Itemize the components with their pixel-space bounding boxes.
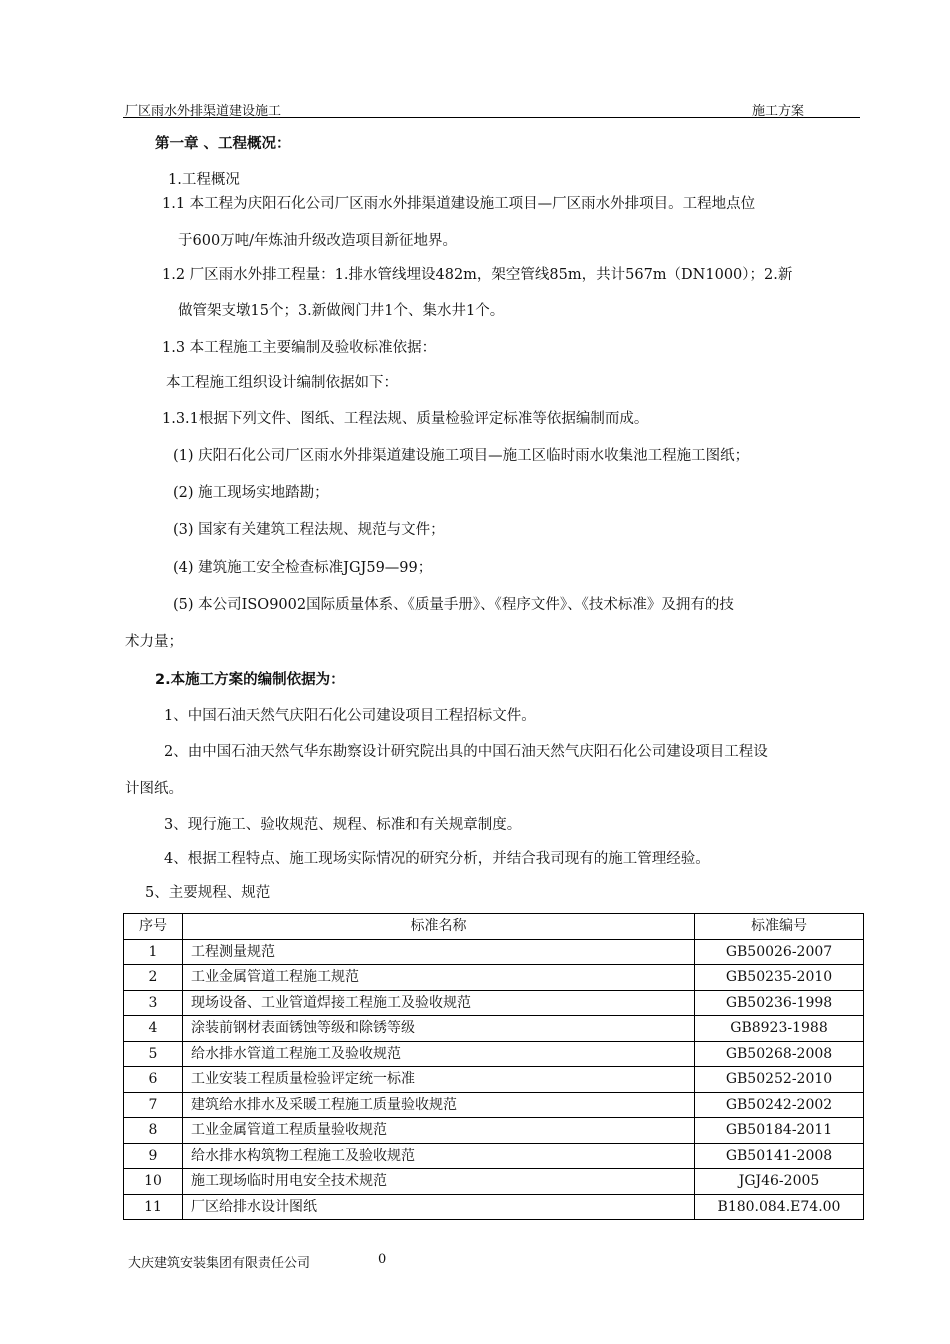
row-number: 4 bbox=[124, 1016, 183, 1042]
page-header-left: 厂区雨水外排渠道建设施工 bbox=[125, 104, 282, 119]
row-number: 1 bbox=[124, 939, 183, 965]
table-row bbox=[124, 990, 864, 1016]
list-item: (1) 庆阳石化公司厂区雨水外排渠道建设施工项目—施工区临时雨水收集池工程施工图纸； bbox=[173, 448, 750, 464]
standard-code: GB50026-2007 bbox=[695, 939, 864, 965]
standard-name: 给水排水管道工程施工及验收规范 bbox=[183, 1041, 695, 1067]
paragraph: 1.2 厂区雨水外排工程量：1.排水管线埋设482m，架空管线85m，共计567m（DN1000）；2.新 bbox=[162, 267, 793, 283]
standard-code: GB50252-2010 bbox=[695, 1067, 864, 1093]
row-number: 11 bbox=[124, 1194, 183, 1220]
row-number: 5 bbox=[124, 1041, 183, 1067]
row-number: 9 bbox=[124, 1143, 183, 1169]
standard-name: 工业金属管道工程施工规范 bbox=[183, 965, 695, 991]
paragraph: 1.工程概况 bbox=[168, 172, 240, 188]
paragraph: 1.3 本工程施工主要编制及验收标准依据： bbox=[162, 340, 437, 356]
list-item: 2、由中国石油天然气华东勘察设计研究院出具的中国石油天然气庆阳石化公司建设项目工程设 bbox=[164, 744, 768, 760]
page-header-right: 施工方案 bbox=[752, 104, 805, 119]
paragraph: 于600万吨/年炼油升级改造项目新征地界。 bbox=[178, 233, 458, 249]
paragraph: 1.3.1根据下列文件、图纸、工程法规、质量检验评定标准等依据编制而成。 bbox=[162, 411, 649, 427]
chapter-title: 第一章 、工程概况： bbox=[155, 136, 291, 152]
standard-code: B180.084.E74.00 bbox=[695, 1194, 864, 1220]
standard-code: JGJ46-2005 bbox=[695, 1169, 864, 1195]
table-row bbox=[124, 939, 864, 965]
standard-name: 涂装前钢材表面锈蚀等级和除锈等级 bbox=[183, 1016, 695, 1042]
table-row bbox=[124, 1143, 864, 1169]
row-number: 6 bbox=[124, 1067, 183, 1093]
row-number: 2 bbox=[124, 965, 183, 991]
row-number: 10 bbox=[124, 1169, 183, 1195]
table-row bbox=[124, 1016, 864, 1042]
column-header: 序号 bbox=[124, 914, 183, 940]
table-row bbox=[124, 1067, 864, 1093]
standard-code: GB50268-2008 bbox=[695, 1041, 864, 1067]
header-divider bbox=[123, 117, 860, 118]
standards-table bbox=[123, 913, 864, 1220]
standard-name: 施工现场临时用电安全技术规范 bbox=[183, 1169, 695, 1195]
list-item: (3) 国家有关建筑工程法规、规范与文件； bbox=[173, 522, 445, 538]
row-number: 3 bbox=[124, 990, 183, 1016]
standard-code: GB50242-2002 bbox=[695, 1092, 864, 1118]
standard-code: GB50141-2008 bbox=[695, 1143, 864, 1169]
standard-name: 工业金属管道工程质量验收规范 bbox=[183, 1118, 695, 1144]
standard-name: 给水排水构筑物工程施工及验收规范 bbox=[183, 1143, 695, 1169]
table-row bbox=[124, 1169, 864, 1195]
standard-name: 工业安装工程质量检验评定统一标准 bbox=[183, 1067, 695, 1093]
table-row bbox=[124, 1118, 864, 1144]
paragraph: 做管架支墩15个；3.新做阀门井1个、集水井1个。 bbox=[178, 303, 505, 319]
footer-company: 大庆建筑安装集团有限责任公司 bbox=[128, 1256, 311, 1271]
paragraph: 1.1 本工程为庆阳石化公司厂区雨水外排渠道建设施工项目—厂区雨水外排项目。工程地点位 bbox=[162, 196, 756, 212]
table-row bbox=[124, 965, 864, 991]
standard-code: GB8923-1988 bbox=[695, 1016, 864, 1042]
list-item: (2) 施工现场实地踏勘； bbox=[173, 485, 329, 501]
list-item: 1、中国石油天然气庆阳石化公司建设项目工程招标文件。 bbox=[164, 708, 536, 724]
column-header: 标准名称 bbox=[183, 914, 695, 940]
paragraph: 本工程施工组织设计编制依据如下： bbox=[166, 375, 398, 391]
table-row bbox=[124, 1092, 864, 1118]
standard-code: GB50235-2010 bbox=[695, 965, 864, 991]
row-number: 8 bbox=[124, 1118, 183, 1144]
standard-code: GB50184-2011 bbox=[695, 1118, 864, 1144]
standard-name: 建筑给水排水及采暖工程施工质量验收规范 bbox=[183, 1092, 695, 1118]
list-item: (5) 本公司ISO9002国际质量体系、《质量手册》、《程序文件》、《技术标准》及拥有的技 bbox=[173, 597, 734, 613]
list-item: 3、现行施工、验收规范、规程、标准和有关规章制度。 bbox=[164, 817, 522, 833]
page-number: 0 bbox=[378, 1252, 387, 1267]
section-title: 2.本施工方案的编制依据为： bbox=[155, 672, 345, 688]
list-item: 术力量； bbox=[125, 634, 183, 650]
table-header-row bbox=[124, 914, 864, 940]
standard-name: 现场设备、工业管道焊接工程施工及验收规范 bbox=[183, 990, 695, 1016]
list-item: 5、主要规程、规范 bbox=[145, 885, 271, 901]
list-item: (4) 建筑施工安全检查标准JGJ59—99； bbox=[173, 560, 433, 576]
table-row bbox=[124, 1041, 864, 1067]
standard-name: 工程测量规范 bbox=[183, 939, 695, 965]
standard-code: GB50236-1998 bbox=[695, 990, 864, 1016]
row-number: 7 bbox=[124, 1092, 183, 1118]
table-row bbox=[124, 1194, 864, 1220]
list-item: 4、根据工程特点、施工现场实际情况的研究分析，并结合我司现有的施工管理经验。 bbox=[164, 851, 710, 867]
column-header: 标准编号 bbox=[695, 914, 864, 940]
list-item: 计图纸。 bbox=[125, 781, 183, 797]
standard-name: 厂区给排水设计图纸 bbox=[183, 1194, 695, 1220]
